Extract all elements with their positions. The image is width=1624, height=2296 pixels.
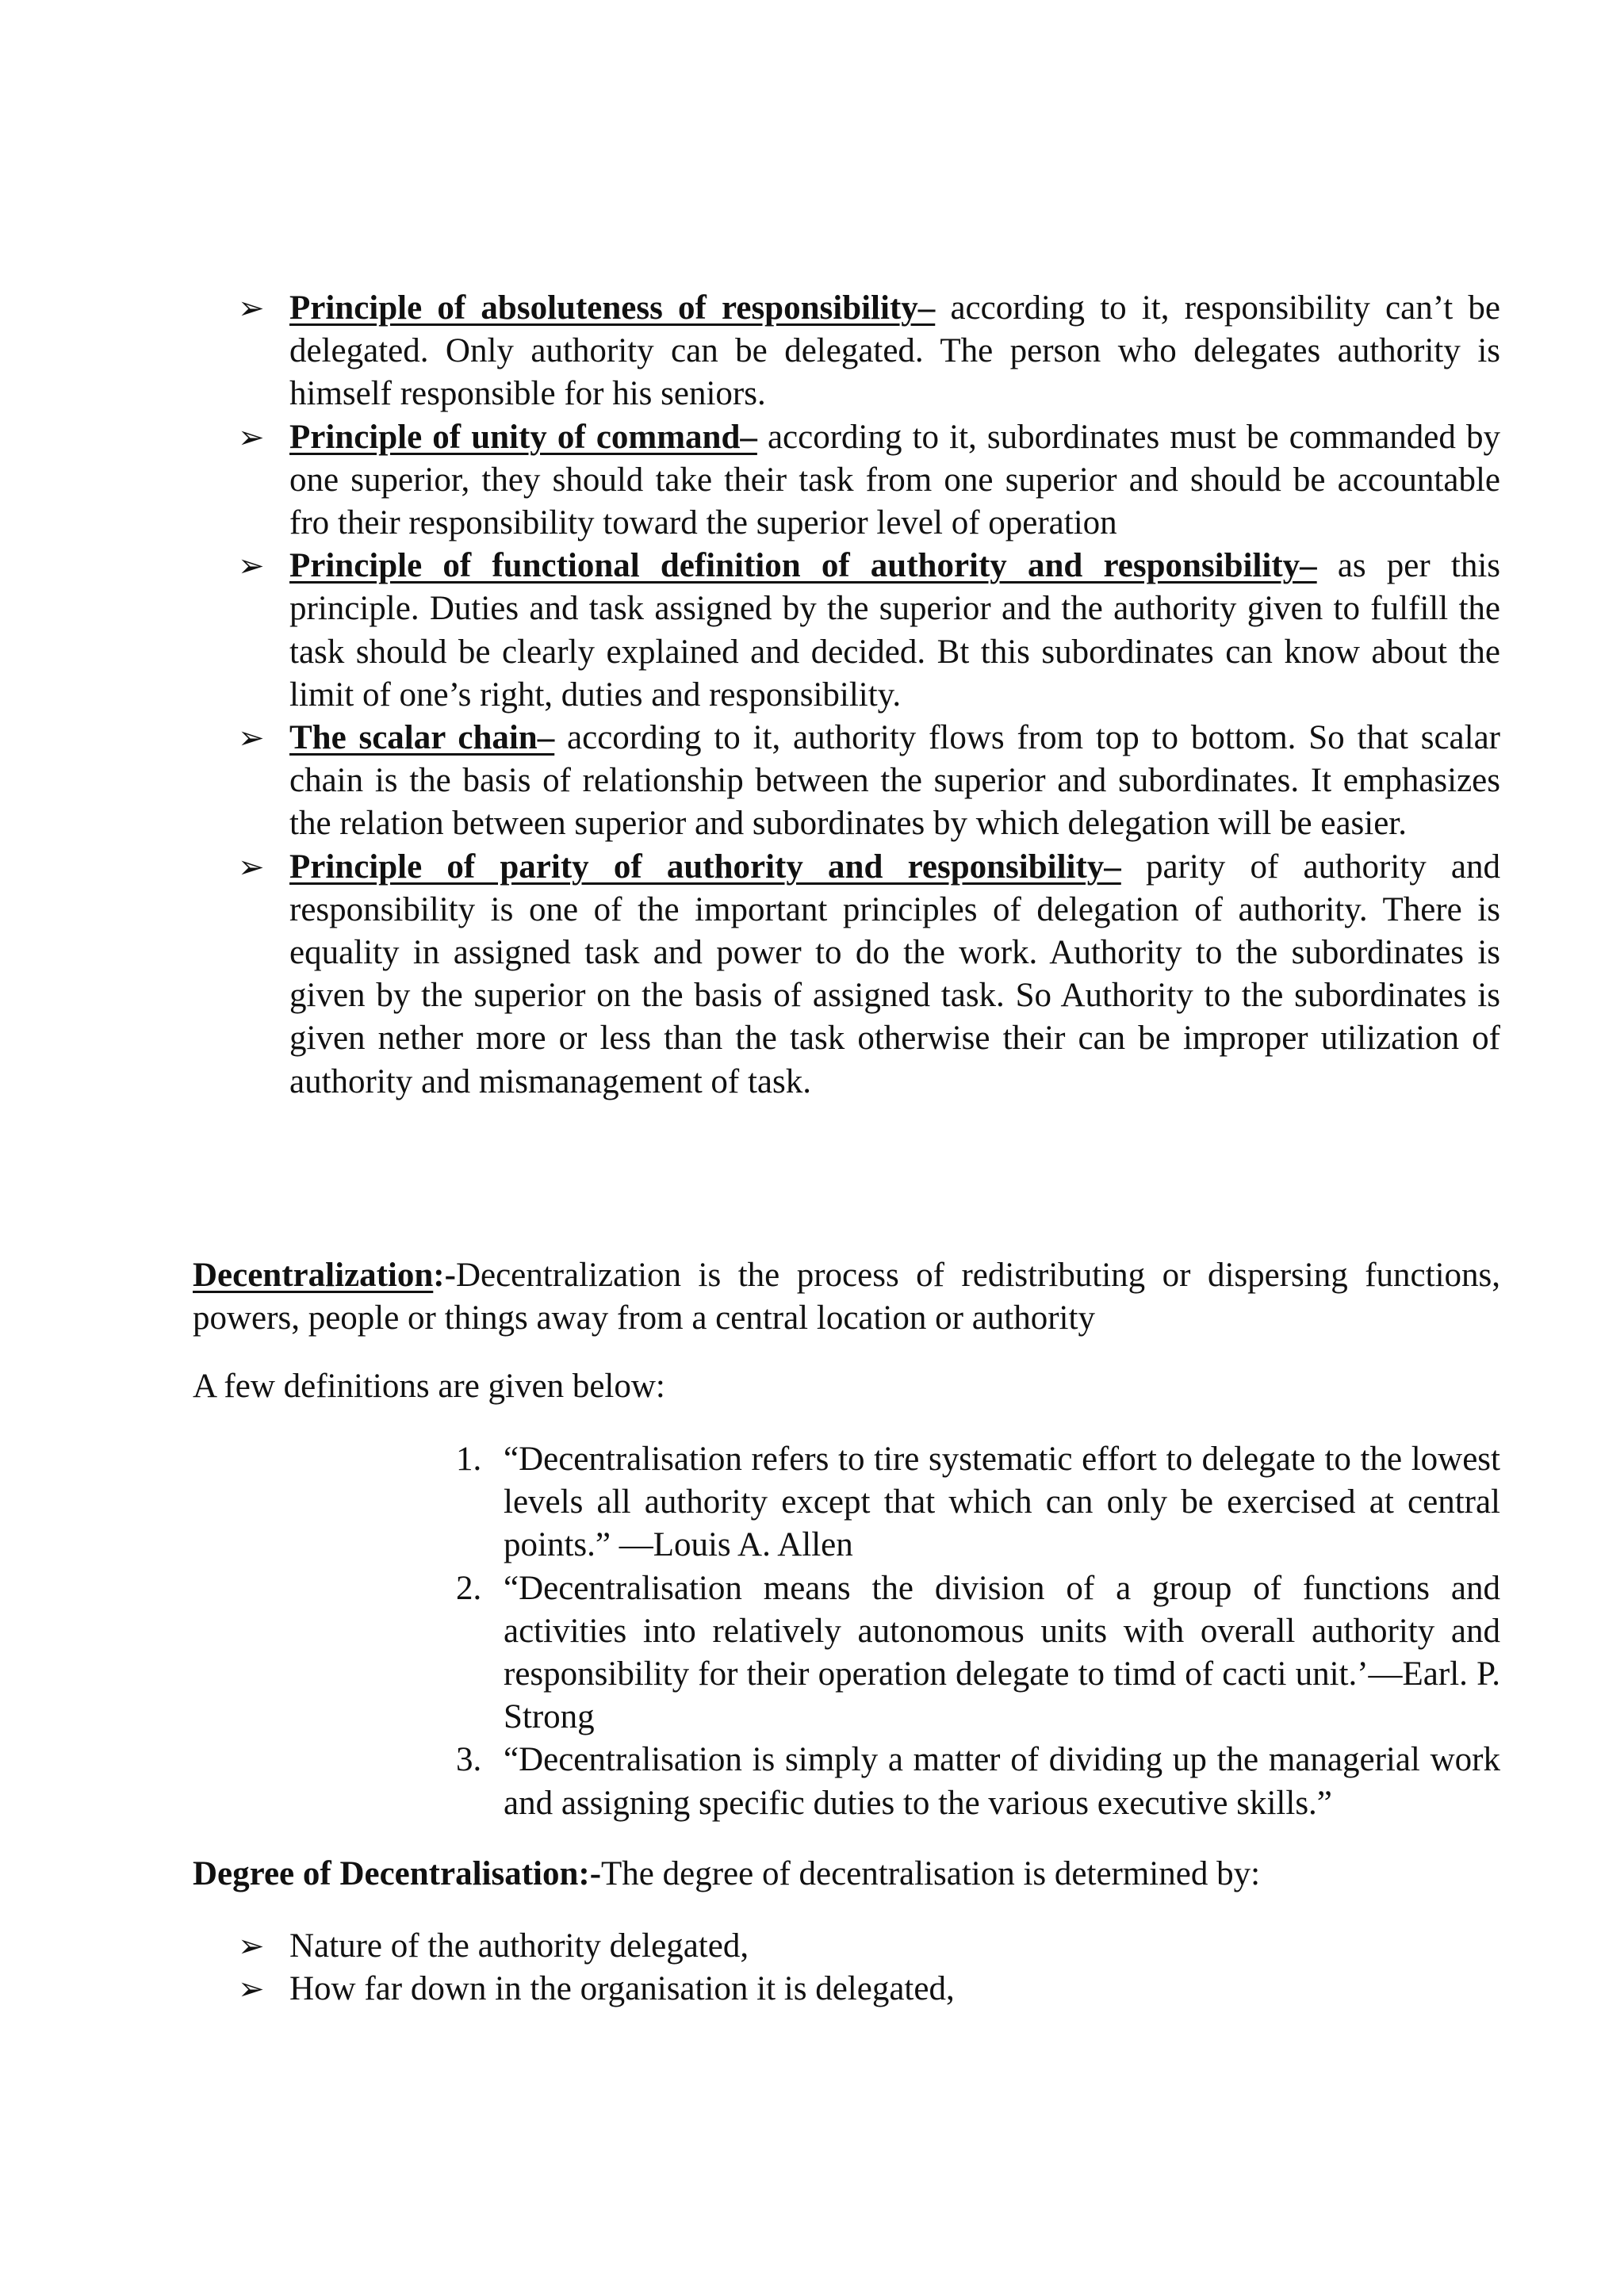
list-item bbox=[238, 545, 1500, 717]
list-item bbox=[456, 1438, 1500, 1567]
decentralization-heading: Decentralization bbox=[193, 1257, 434, 1294]
list-item bbox=[456, 1739, 1500, 1824]
list-item bbox=[456, 1567, 1500, 1739]
principle-text: according to it, responsibility can’t be delegated. Only authority can be delegated. The person who delegates authority is himself responsible for his seniors. bbox=[289, 289, 1500, 413]
definition-text: “Decentralisation refers to tire systematic effort to delegate to the lowest levels all authority except that which can only be exercised at central points.” —Louis A. Allen bbox=[504, 1441, 1500, 1564]
principle-term: Principle of parity of authority and responsibility– bbox=[289, 848, 1121, 886]
degree-text: The degree of decentralisation is determined by: bbox=[601, 1855, 1261, 1892]
degree-paragraph bbox=[193, 1853, 1500, 1896]
decentralization-paragraph bbox=[193, 1254, 1500, 1340]
degree-list bbox=[238, 1925, 1500, 2011]
decentralization-text: Decentralization is the process of redistributing or dispersing functions, powers, people or things away from a central location or authority bbox=[193, 1257, 1500, 1337]
definition-number: 3. bbox=[456, 1741, 482, 1779]
list-item bbox=[238, 717, 1500, 846]
arrow-bullet-icon: ➢ bbox=[238, 290, 265, 327]
arrow-bullet-icon: ➢ bbox=[238, 548, 265, 585]
degree-item-text: Nature of the authority delegated, bbox=[289, 1927, 749, 1965]
definition-text: “Decentralisation is simply a matter of dividing up the managerial work and assigning specific duties to the various executive skills.” bbox=[504, 1741, 1500, 1822]
principle-text: as per this principle. Duties and task assigned by the superior and the authority given to fulfill the task should be clearly explained and decided. Bt this subordinates can know about the limit of one’s right, duties and responsibility. bbox=[289, 547, 1501, 714]
principle-text: parity of authority and responsibility is one of the important principles of delegation of authority. There is equality in assigned task and power to do the work. Authority to the subordinates is given by the superior on the basis of assigned task. So Authority to the subordinates is given nether more or less than the task otherwise their can be improper utilization of authority and mismanagement of task. bbox=[289, 848, 1501, 1100]
definition-number: 1. bbox=[456, 1441, 482, 1478]
list-item bbox=[238, 416, 1500, 545]
definitions-intro: A few definitions are given below: bbox=[193, 1368, 665, 1405]
arrow-bullet-icon: ➢ bbox=[238, 720, 265, 757]
degree-item-text: How far down in the organisation it is delegated, bbox=[289, 1970, 955, 2008]
definition-number: 2. bbox=[456, 1569, 482, 1607]
arrow-bullet-icon: ➢ bbox=[238, 1928, 265, 1965]
arrow-bullet-icon: ➢ bbox=[238, 419, 265, 456]
list-item bbox=[238, 1925, 1500, 1968]
arrow-bullet-icon: ➢ bbox=[238, 1971, 265, 2008]
principle-term: Principle of functional definition of authority and responsibility– bbox=[289, 547, 1317, 585]
principle-text: according to it, subordinates must be commanded by one superior, they should take their task from one superior and should be accountable fro their responsibility toward the superior level of operation bbox=[289, 418, 1500, 542]
list-item bbox=[238, 846, 1500, 1104]
definition-text: “Decentralisation means the division of a group of functions and activities into relatively autonomous units with overall authority and responsibility for their operation delegate to timd of cacti unit.’—Earl. P. Strong bbox=[504, 1569, 1500, 1736]
definitions-list bbox=[456, 1438, 1500, 1825]
heading-separator: :- bbox=[433, 1257, 456, 1294]
principles-list bbox=[238, 287, 1500, 1104]
list-item bbox=[238, 287, 1500, 416]
principle-term: Principle of absoluteness of responsibility– bbox=[289, 289, 936, 327]
arrow-bullet-icon: ➢ bbox=[238, 848, 265, 886]
list-item bbox=[238, 1968, 1500, 2011]
principle-term: The scalar chain– bbox=[289, 719, 555, 757]
principle-text: according to it, authority flows from top to bottom. So that scalar chain is the basis of relationship between the superior and subordinates. It emphasizes the relation between superior and subordinates by which delegation will be easier. bbox=[289, 719, 1500, 843]
degree-heading: Degree of Decentralisation:- bbox=[193, 1855, 602, 1892]
principle-term: Principle of unity of command– bbox=[289, 418, 757, 456]
